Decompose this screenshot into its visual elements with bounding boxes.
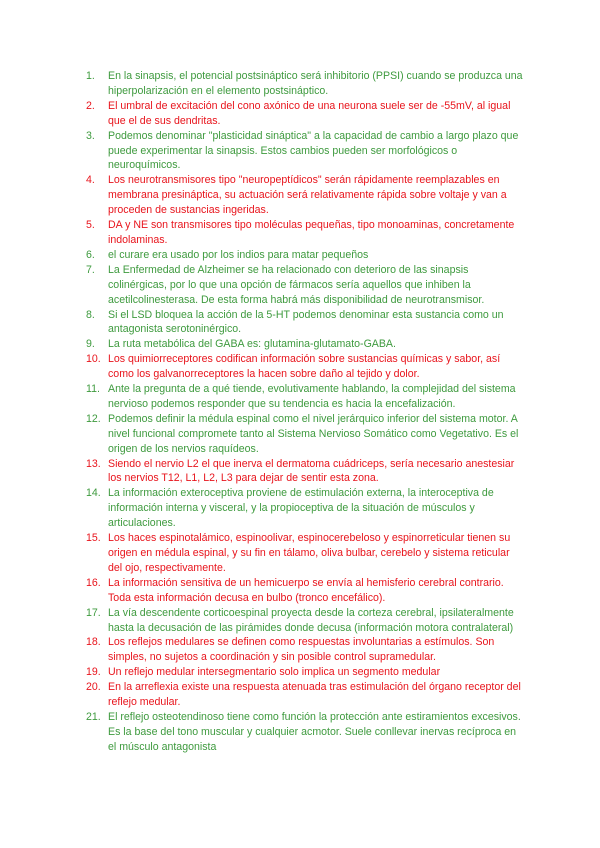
item-text: La información sensitiva de un hemicuerpo se envía al hemisferio cerebral contrario. Toda esta información decusa en bulbo (tronco encefálico). — [108, 576, 504, 604]
item-number: 8. — [86, 308, 95, 321]
item-text: Los quimiorreceptores codifican información sobre sustancias químicas y sabor, así como los galvanorreceptores la hacen sobre daño al tejido y dolor. — [108, 353, 501, 381]
list-item — [86, 248, 526, 263]
list-item — [86, 173, 526, 218]
item-number: 15. — [86, 532, 101, 545]
item-text: En la arreflexia existe una respuesta atenuada tras estimulación del órgano receptor del reflejo medular. — [108, 681, 521, 709]
item-number: 11. — [86, 383, 100, 396]
item-number: 19. — [86, 666, 101, 679]
item-text: DA y NE son transmisores tipo moléculas pequeñas, tipo monoaminas, concretamente indolaminas. — [108, 219, 515, 246]
item-text: Los neurotransmisores tipo "neuropeptídicos" serán rápidamente reemplazables en membrana presináptica, su actuación será relativamente rápida sobre voltaje y van a proceden de sustancias ingeridas. — [108, 174, 507, 217]
item-number: 13. — [86, 457, 101, 470]
list-item — [86, 531, 526, 576]
list-item — [86, 576, 526, 606]
item-number: 17. — [86, 606, 101, 619]
item-text: La ruta metabólica del GABA es: glutamina-glutamato-GABA. — [108, 338, 396, 351]
item-text: En la sinapsis, el potencial postsináptico será inhibitorio (PPSI) cuando se produzca una hiperpolarización en el elemento postsináptico. — [108, 70, 523, 97]
item-text: el curare era usado por los indios para matar pequeños — [108, 248, 369, 261]
item-text: Si el LSD bloquea la acción de la 5-HT podemos denominar esta sustancia como un antagonista serotoninérgico. — [108, 308, 504, 336]
list-item — [86, 710, 526, 755]
item-number: 18. — [86, 636, 101, 649]
list-item — [86, 69, 526, 99]
item-number: 5. — [86, 219, 95, 232]
item-number: 10. — [86, 353, 101, 366]
question-list — [86, 69, 526, 755]
list-item — [86, 352, 526, 382]
list-item — [86, 99, 526, 129]
list-item — [86, 606, 526, 636]
item-number: 4. — [86, 174, 95, 187]
list-item — [86, 308, 526, 338]
item-number: 21. — [86, 710, 101, 723]
item-text: Los haces espinotalámico, espinoolivar, espinocerebeloso y espinorreticular tienen su origen en médula espinal, y su fin en tálamo, oliva bulbar, cerebelo y sistema reticular del ojo, respectivamente. — [108, 532, 511, 574]
item-text: Un reflejo medular intersegmentario solo implica un segmento medular — [108, 666, 441, 679]
item-text: El umbral de excitación del cono axónico de una neurona suele ser de -55mV, al igual que el de sus dendritas. — [108, 99, 511, 127]
list-item — [86, 665, 526, 680]
list-item — [86, 457, 526, 487]
list-item — [86, 218, 526, 248]
item-text: Podemos definir la médula espinal como el nivel jerárquico inferior del sistema motor. A nivel funcional compromete tanto al Sistema Nervioso Somático como Vegetativo. Es el origen de los nervios raquídeos. — [108, 412, 519, 455]
item-number: 2. — [86, 99, 95, 112]
list-item — [86, 486, 526, 531]
item-number: 3. — [86, 129, 95, 142]
item-text: La Enfermedad de Alzheimer se ha relacionado con deterioro de las sinapsis colinérgicas, por lo que una opción de fármacos sería aquellos que inhiben la acetilcolinesterasa. De esta forma habrá más disponibilidad de neurotransmisor. — [108, 263, 485, 306]
list-item — [86, 382, 526, 412]
item-text: Siendo el nervio L2 el que inerva el dermatoma cuádriceps, sería necesario anestesiar los nervios T12, L1, L2, L3 para dejar de sentir esta zona. — [108, 457, 515, 485]
item-text: La vía descendente corticoespinal proyecta desde la corteza cerebral, ipsilateralmente hasta la decusación de las pirámides donde decusa (información motora contralateral) — [108, 606, 514, 634]
list-item — [86, 635, 526, 665]
item-number: 6. — [86, 248, 95, 261]
item-number: 12. — [86, 412, 101, 425]
list-item — [86, 412, 526, 457]
list-item — [86, 680, 526, 710]
item-text: Ante la pregunta de a qué tiende, evolutivamente hablando, la complejidad del sistema nervioso podemos responder que su tendencia es hacia la encefalización. — [108, 383, 516, 410]
item-text: El reflejo osteotendinoso tiene como función la protección ante estiramientos excesivos. Es la base del tono muscular y cualquier acmotor. Suele conllevar inervas recíproca en el músculo antagonista — [108, 710, 521, 753]
item-number: 1. — [86, 70, 95, 82]
list-item — [86, 337, 526, 352]
item-text: Los reflejos medulares se definen como respuestas involuntarias a estímulos. Son simples, no sujetos a coordinación y sin posible control supramedular. — [108, 636, 495, 664]
item-number: 16. — [86, 576, 101, 589]
list-item — [86, 129, 526, 174]
item-number: 9. — [86, 338, 95, 351]
item-number: 7. — [86, 263, 95, 276]
item-text: La información exteroceptiva proviene de estimulación externa, la interoceptiva de información interna y visceral, y la propioceptiva de la situación de músculos y articulaciones. — [108, 487, 494, 530]
item-text: Podemos denominar "plasticidad sináptica" a la capacidad de cambio a largo plazo que puede experimentar la sinapsis. Estos cambios pueden ser morfológicos o neuroquímicos. — [108, 129, 519, 172]
list-item — [86, 263, 526, 308]
item-number: 14. — [86, 487, 101, 500]
item-number: 20. — [86, 681, 101, 694]
